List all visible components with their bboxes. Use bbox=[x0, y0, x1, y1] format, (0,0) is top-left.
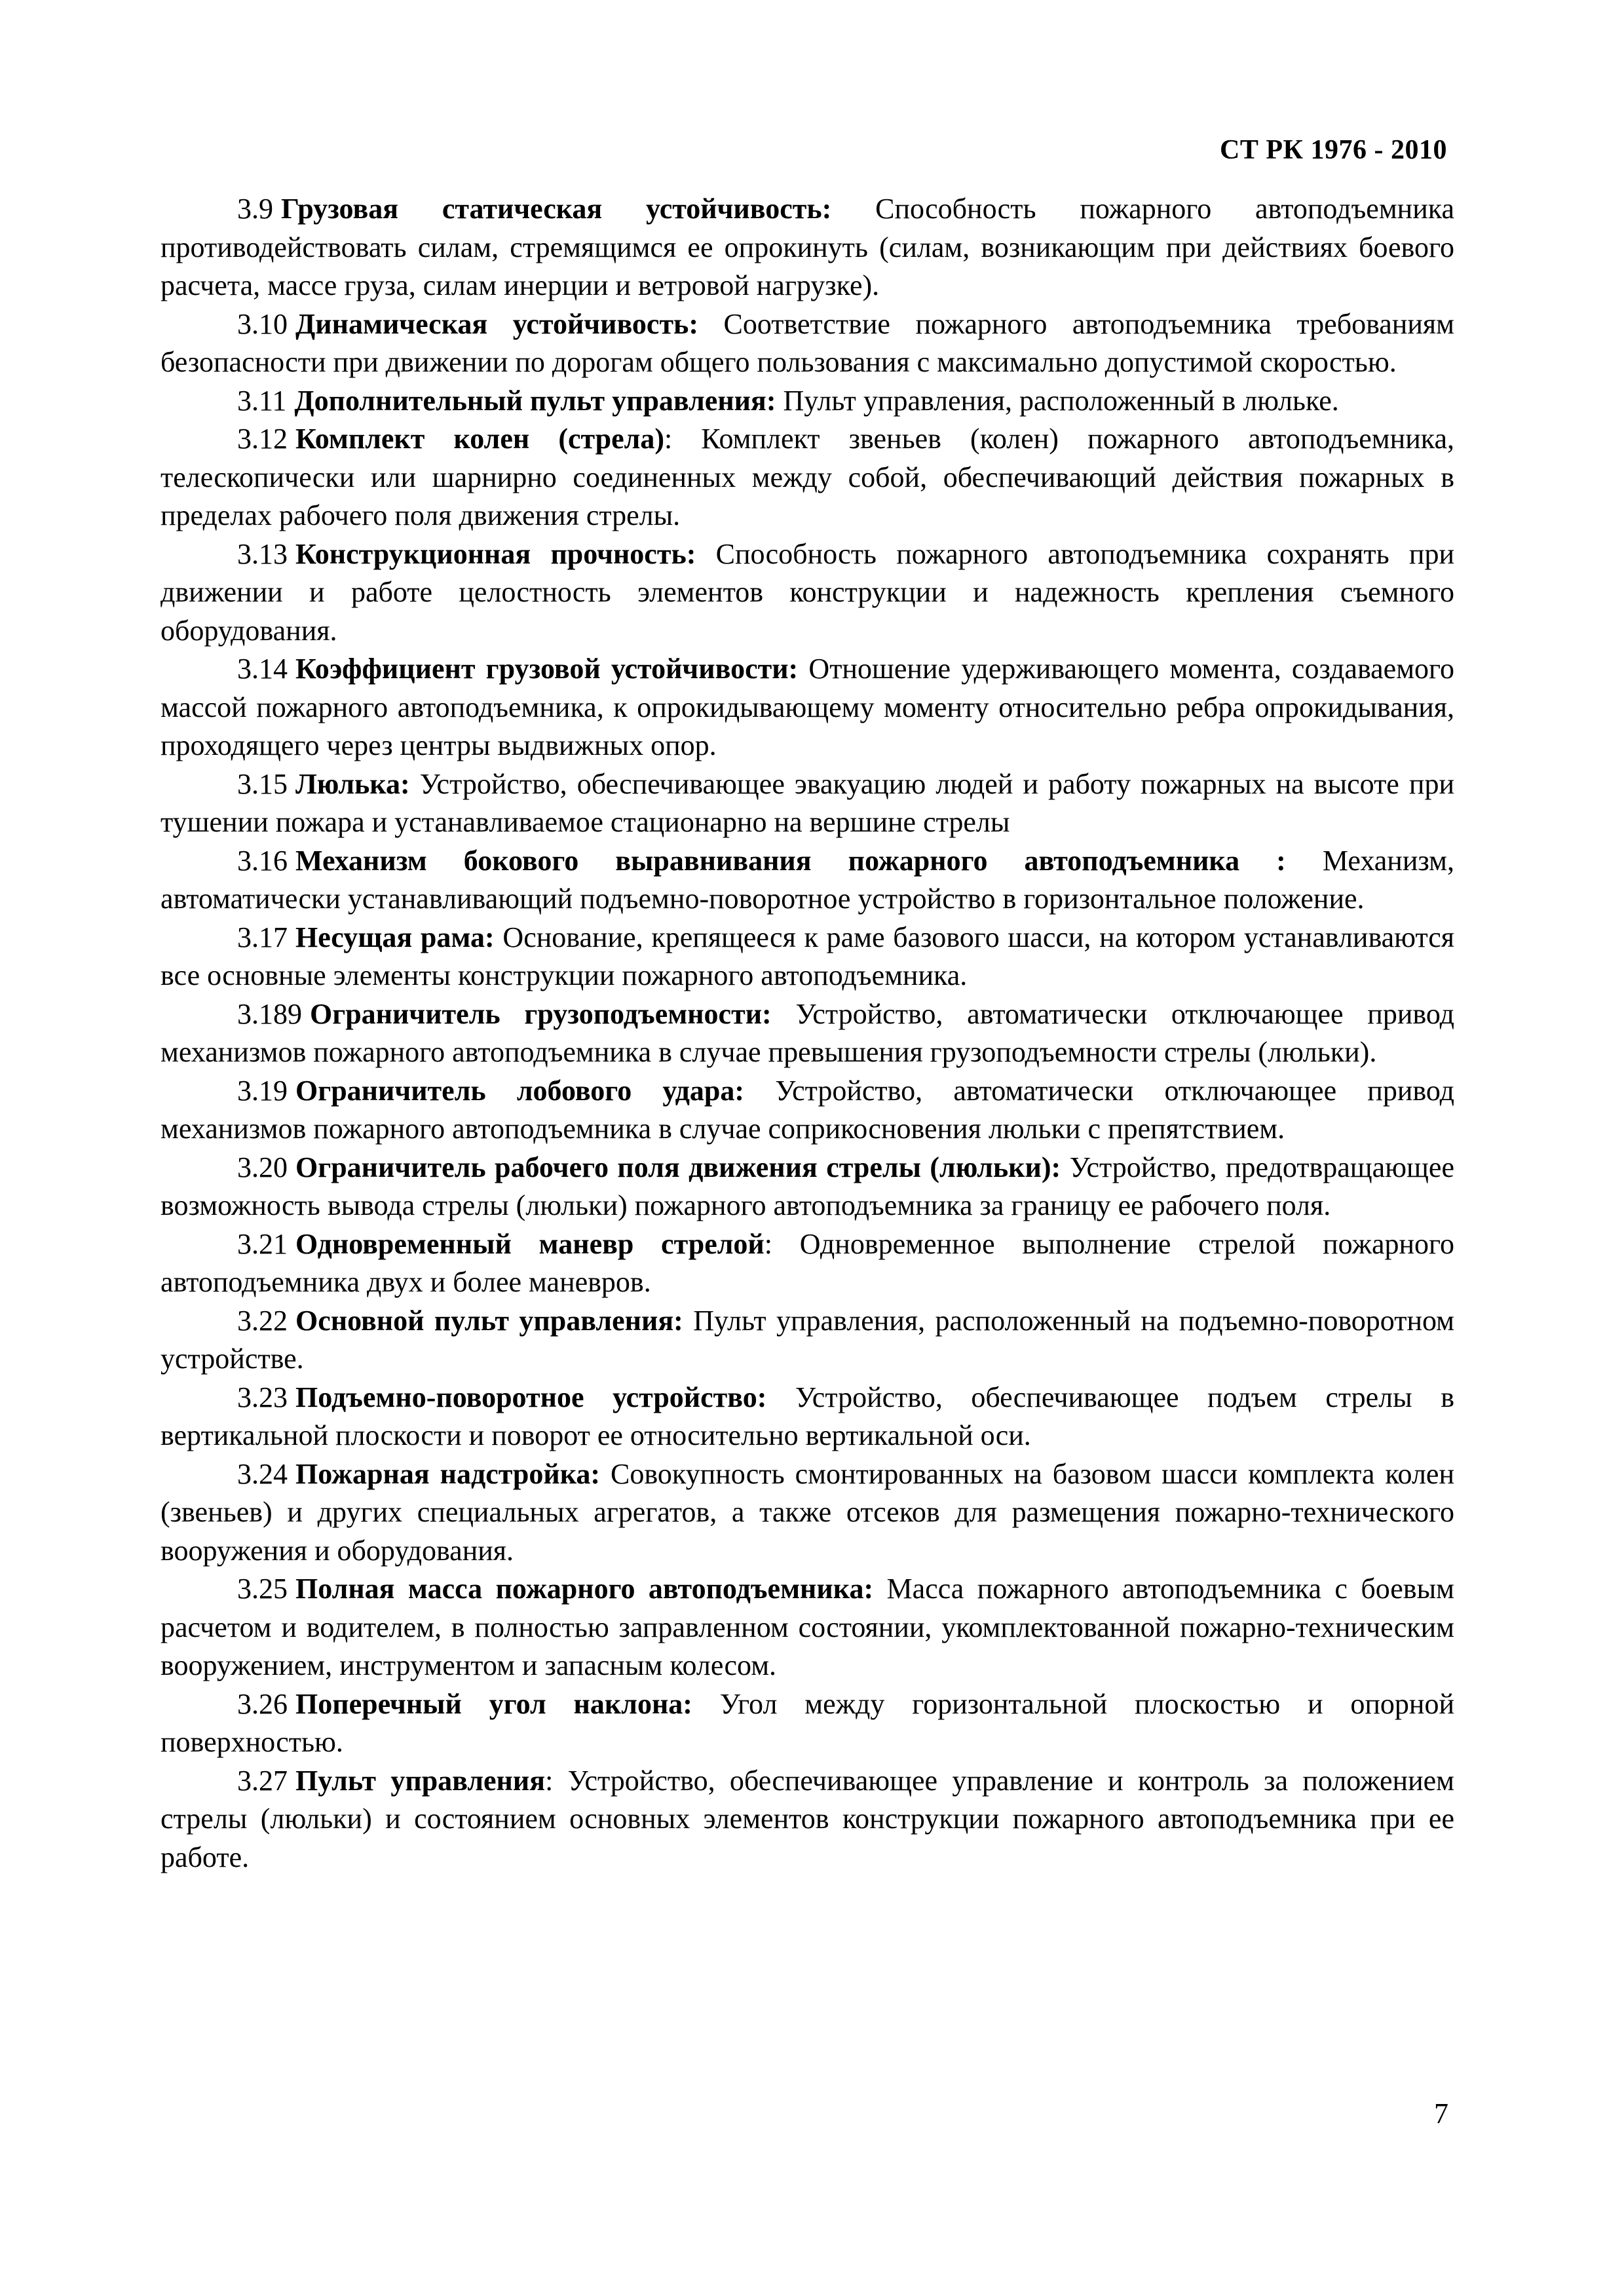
definition-text: Способность пожарного автоподъемника противодействовать силам, стремящимся ее опрокинуть (силам, возникающим при действиях боевого расчета, массе груза, силам инерции и ветровой нагрузке). bbox=[161, 193, 1455, 301]
definition-text: : Устройство, обеспечивающее управление и контроль за положением стрелы (люльки) и состоянием основных элементов конструкции пожарного автоподъемника при ее работе. bbox=[161, 1764, 1455, 1873]
definition-number: 3.10 bbox=[237, 307, 288, 340]
definition-number: 3.21 bbox=[237, 1227, 288, 1260]
definition-term: Пульт управления bbox=[295, 1764, 546, 1797]
definition-term: Ограничитель рабочего поля движения стрелы (люльки): bbox=[295, 1151, 1061, 1183]
definition-3-27 bbox=[161, 1762, 1454, 1877]
definition-term: Комплект колен (стрела) bbox=[295, 423, 664, 455]
definition-text: Механизм, автоматически устанавливающий подъемно-поворотное устройство в горизонтальное положение. bbox=[161, 844, 1454, 915]
definition-number: 3.27 bbox=[237, 1764, 288, 1797]
definition-number: 3.11 bbox=[237, 384, 287, 417]
definition-term: Поперечный угол наклона: bbox=[295, 1687, 692, 1720]
definition-text: : Комплект звеньев (колен) пожарного автоподъемника, телескопически или шарнирно соединенных между собой, обеспечивающий действия пожарных в пределах рабочего поля движения стрелы. bbox=[161, 423, 1454, 531]
definition-3-21 bbox=[161, 1225, 1454, 1302]
definition-text: Устройство, предотвращающее возможность вывода стрелы (люльки) пожарного автоподъемника за границу ее рабочего поля. bbox=[161, 1151, 1454, 1221]
definition-number: 3.13 bbox=[237, 537, 288, 570]
definition-3-14 bbox=[161, 650, 1454, 765]
definition-number: 3.12 bbox=[237, 423, 288, 455]
definition-text: Основание, крепящееся к раме базового шасси, на котором устанавливаются все основные элементы конструкции пожарного автоподъемника. bbox=[161, 921, 1454, 991]
definition-number: 3.9 bbox=[237, 193, 273, 225]
definition-term: Ограничитель лобового удара: bbox=[295, 1074, 744, 1107]
definition-3-24 bbox=[161, 1455, 1454, 1571]
definition-text: Устройство, автоматически отключающее привод механизмов пожарного автоподъемника в случае соприкосновения люльки с препятствием. bbox=[161, 1074, 1454, 1145]
definition-3-10 bbox=[161, 305, 1454, 382]
definition-term: Основной пульт управления: bbox=[295, 1304, 683, 1337]
definition-text: Угол между горизонтальной плоскостью и опорной поверхностью. bbox=[161, 1687, 1454, 1758]
definition-text: : Одновременное выполнение стрелой пожарного автоподъемника двух и более маневров. bbox=[161, 1227, 1454, 1298]
definition-term: Подъемно-поворотное устройство: bbox=[295, 1381, 767, 1413]
definition-text: Способность пожарного автоподъемника сохранять при движении и работе целостность элементов конструкции и надежность крепления съемного оборудования. bbox=[161, 537, 1455, 647]
definitions-list bbox=[161, 190, 1454, 1877]
definition-text: Пульт управления, расположенный в люльке. bbox=[776, 384, 1339, 417]
definition-text: Масса пожарного автоподъемника с боевым расчетом и водителем, в полностью заправленном состоянии, укомплектованной пожарно-техническим вооружением, инструментом и запасным колесом. bbox=[161, 1573, 1454, 1681]
page-number: 7 bbox=[1434, 2097, 1448, 2130]
definition-text: Устройство, обеспечивающее эвакуацию людей и работу пожарных на высоте при тушении пожара и устанавливаемое стационарно на вершине стрелы bbox=[161, 767, 1454, 838]
definition-3-17 bbox=[161, 919, 1454, 995]
definition-number: 3.23 bbox=[237, 1381, 288, 1413]
definition-number: 3.19 bbox=[237, 1074, 288, 1107]
definition-3-16 bbox=[161, 842, 1454, 919]
definition-3-22 bbox=[161, 1302, 1454, 1379]
definition-3-25 bbox=[161, 1570, 1454, 1685]
definition-term: Грузовая статическая устойчивость: bbox=[281, 193, 832, 225]
definition-number: 3.22 bbox=[237, 1304, 288, 1337]
definition-term: Одновременный маневр стрелой bbox=[295, 1227, 765, 1260]
document-code-header: СТ РК 1976 - 2010 bbox=[1220, 135, 1447, 165]
definition-number: 3.20 bbox=[237, 1151, 288, 1183]
definition-3-19 bbox=[161, 1072, 1454, 1149]
definition-3-9 bbox=[161, 190, 1454, 305]
definition-number: 3.25 bbox=[237, 1573, 288, 1605]
definition-text: Отношение удерживающего момента, создаваемого массой пожарного автоподъемника, к опрокидывающему моменту относительно ребра опрокидывания, проходящего через центры выдвижных опор. bbox=[161, 653, 1454, 761]
definition-term: Пожарная надстройка: bbox=[295, 1457, 601, 1490]
definition-term: Полная масса пожарного автоподъемника: bbox=[295, 1573, 874, 1605]
definition-number: 3.16 bbox=[237, 844, 288, 877]
definition-term: Коэффициент грузовой устойчивости: bbox=[295, 653, 799, 685]
definition-number: 3.17 bbox=[237, 921, 288, 953]
definition-term: Конструкционная прочность: bbox=[295, 537, 696, 570]
definition-3-26 bbox=[161, 1685, 1454, 1762]
definition-term: Ограничитель грузоподъемности: bbox=[310, 997, 772, 1030]
definition-3-189 bbox=[161, 995, 1454, 1072]
definition-3-12 bbox=[161, 420, 1454, 535]
definition-3-11 bbox=[161, 382, 1454, 421]
definition-number: 3.15 bbox=[237, 767, 288, 800]
definition-3-23 bbox=[161, 1379, 1454, 1455]
definition-text: Совокупность смонтированных на базовом шасси комплекта колен (звеньев) и других специальных агрегатов, а также отсеков для размещения пожарно-технического вооружения и оборудования. bbox=[161, 1457, 1454, 1567]
definition-3-15 bbox=[161, 765, 1454, 842]
definition-text: Пульт управления, расположенный на подъемно-поворотном устройстве. bbox=[161, 1304, 1454, 1375]
definition-term: Люлька: bbox=[295, 767, 410, 800]
definition-term: Механизм бокового выравнивания пожарного автоподъемника : bbox=[295, 844, 1286, 877]
definition-number: 3.24 bbox=[237, 1457, 288, 1490]
definition-text: Соответствие пожарного автоподъемника требованиям безопасности при движении по дорогам общего пользования с максимально допустимой скоростью. bbox=[161, 307, 1454, 378]
definition-number: 3.14 bbox=[237, 653, 288, 685]
definition-term: Динамическая устойчивость: bbox=[295, 307, 698, 340]
definition-text: Устройство, обеспечивающее подъем стрелы в вертикальной плоскости и поворот ее относительно вертикальной оси. bbox=[161, 1381, 1454, 1451]
definition-number: 3.189 bbox=[237, 997, 302, 1030]
definition-3-13 bbox=[161, 535, 1454, 651]
definition-term: Дополнительный пульт управления: bbox=[294, 384, 776, 417]
definition-number: 3.26 bbox=[237, 1687, 288, 1720]
definition-text: Устройство, автоматически отключающее привод механизмов пожарного автоподъемника в случае превышения грузоподъемности стрелы (люльки). bbox=[161, 997, 1454, 1068]
definition-term: Несущая рама: bbox=[295, 921, 495, 953]
definition-3-20 bbox=[161, 1149, 1454, 1225]
